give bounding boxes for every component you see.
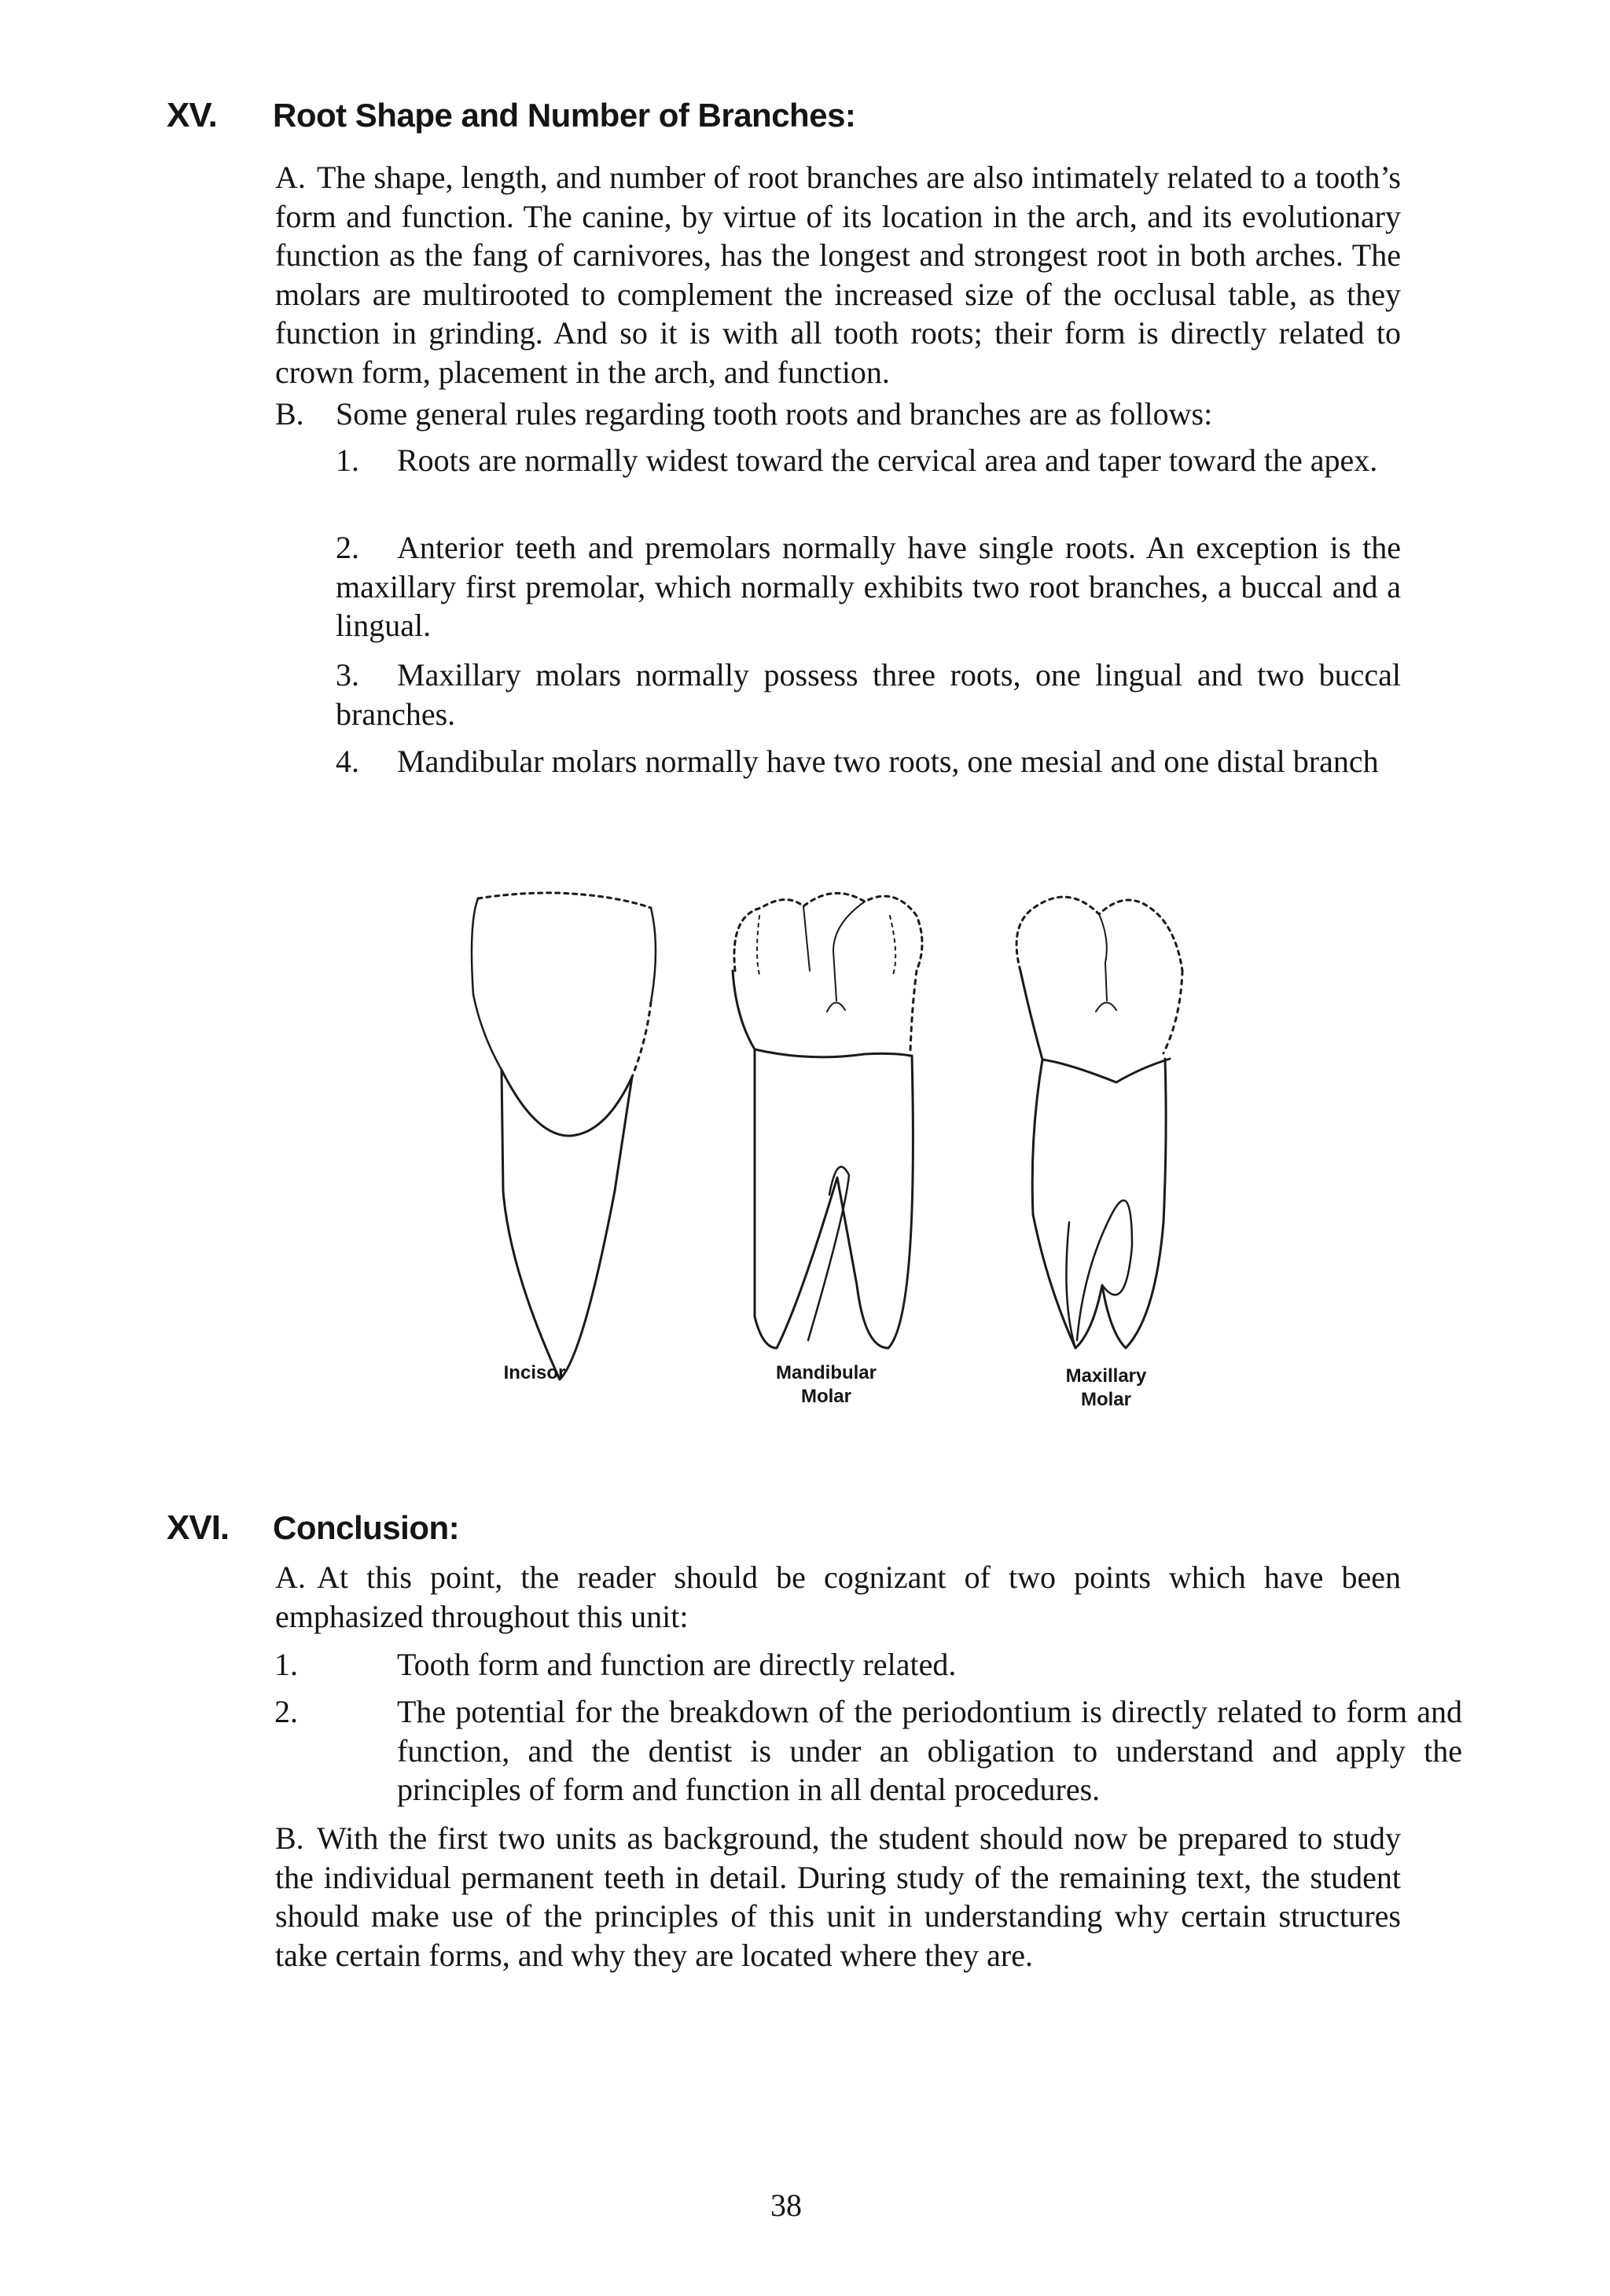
point-number: 2. xyxy=(274,1694,298,1729)
rule-number: 2. xyxy=(336,530,359,565)
paragraph-label: A. xyxy=(275,1559,306,1595)
rule-item-1 xyxy=(336,441,1401,480)
page-number: 38 xyxy=(770,2188,802,2223)
section-title: Root Shape and Number of Branches: xyxy=(273,97,856,134)
section-xv-heading xyxy=(167,96,855,135)
section-number: XV. xyxy=(167,96,217,134)
paragraph-text: Some general rules regarding tooth roots and branches are as follows: xyxy=(336,396,1213,432)
paragraph-text: With the first two units as background, the student should now be prepared to study the individual permanent teeth in detail. During study of the remaining text, the student should make use of the principles of this unit in understanding why certain structures take certain forms, and why they are located where they are. xyxy=(275,1820,1401,1973)
section-number: XVI. xyxy=(167,1508,230,1547)
point-number: 1. xyxy=(274,1647,298,1682)
paragraph-xv-a xyxy=(275,158,1401,391)
caption-maxillary-line1: Maxillary xyxy=(1065,1365,1147,1387)
maxillary-molar-drawing xyxy=(1016,897,1182,1348)
rule-text: Anterior teeth and premolars normally have single roots. An exception is the maxillary first premolar, which normally exhibits two root branches, a buccal and a lingual. xyxy=(336,530,1401,643)
tooth-roots-figure xyxy=(440,876,1226,1458)
paragraph-text: The shape, length, and number of root branches are also intimately related to a tooth’s form and function. The canine, by virtue of its location in the arch, and its evolutionary function as the fang of carnivores, has the longest and strongest root in both arches. The molars are multirooted to complement the increased size of the occlusal table, as they function in grinding. And so it is with all tooth roots; their form is directly related to crown form, placement in the arch, and function. xyxy=(275,160,1401,390)
rule-text: Mandibular molars normally have two roots, one mesial and one distal branch xyxy=(397,744,1379,779)
rule-number: 1. xyxy=(336,443,359,478)
paragraph-label: A. xyxy=(275,160,306,195)
paragraph-xvi-b xyxy=(275,1819,1401,1975)
rule-text: Roots are normally widest toward the cervical area and taper toward the apex. xyxy=(397,443,1378,478)
rule-number: 4. xyxy=(336,744,359,779)
rule-item-3 xyxy=(336,656,1401,733)
caption-mandibular-line2: Molar xyxy=(800,1386,851,1407)
rule-text: Maxillary molars normally possess three roots, one lingual and two buccal branches. xyxy=(336,657,1401,732)
section-xvi-heading xyxy=(167,1508,459,1548)
caption-maxillary-line2: Molar xyxy=(1080,1389,1131,1410)
paragraph-xvi-a xyxy=(275,1558,1401,1636)
mandibular-molar-drawing xyxy=(733,893,922,1348)
point-item-2 xyxy=(274,1692,1462,1809)
paragraph-label: B. xyxy=(275,396,304,432)
point-text: Tooth form and function are directly related. xyxy=(397,1647,957,1682)
section-title: Conclusion: xyxy=(273,1509,460,1546)
caption-mandibular-line1: Mandibular xyxy=(775,1362,877,1383)
rule-number: 3. xyxy=(336,657,359,692)
incisor-drawing xyxy=(472,893,656,1379)
rule-item-2 xyxy=(336,528,1401,645)
paragraph-label: B. xyxy=(275,1820,304,1856)
rule-item-4 xyxy=(336,742,1401,781)
paragraph-text: At this point, the reader should be cognizant of two points which have been emphasized throughout this unit: xyxy=(275,1559,1401,1634)
paragraph-xv-b xyxy=(275,395,1401,434)
caption-incisor: Incisor xyxy=(503,1362,566,1383)
point-text: The potential for the breakdown of the periodontium is directly related to form and function, and the dentist is under an obligation to understand and apply the principles of form and function in all dental procedures. xyxy=(397,1694,1462,1807)
point-item-1 xyxy=(274,1645,1462,1684)
